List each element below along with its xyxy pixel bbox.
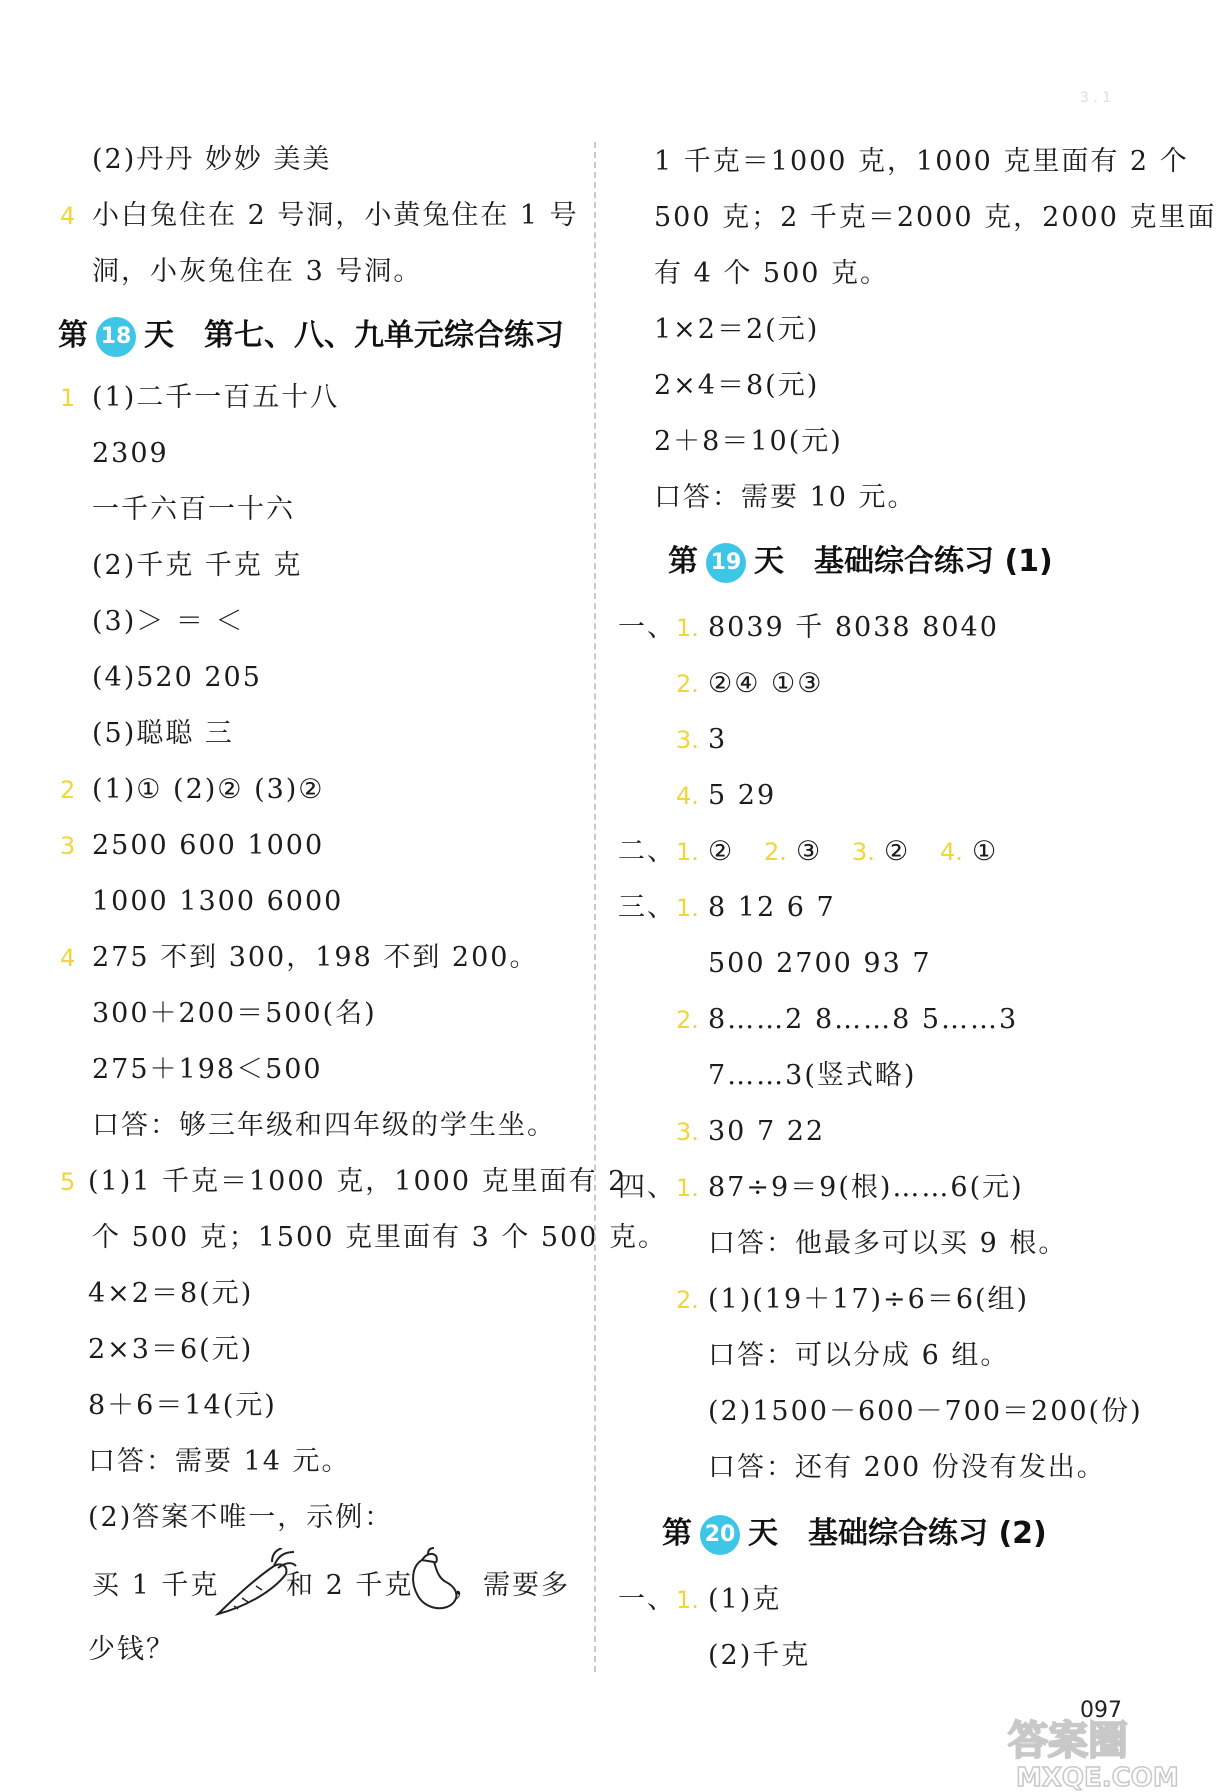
section-label: 一、: [618, 1584, 676, 1615]
answer-line: 1000 1300 6000: [92, 886, 344, 917]
question-number: 1.: [676, 838, 699, 866]
answer-line: 1×2＝2(元): [654, 314, 820, 345]
answer-line: (2)千克 千克 克: [92, 550, 303, 581]
question-number: 3.: [852, 838, 875, 866]
answer-line: 275 不到 300，198 不到 200。: [92, 942, 539, 973]
question-number: 4.: [676, 782, 699, 810]
answer-line: 洞，小灰兔住在 3 号洞。: [92, 256, 423, 287]
top-corner-mark: 3 . 1: [1080, 90, 1112, 106]
heading-prefix: 第: [668, 544, 698, 579]
answer-line: 有 4 个 500 克。: [654, 258, 890, 289]
question-number: 1.: [676, 614, 699, 642]
answer-line: ②④ ①③: [708, 668, 824, 699]
answer-line: 2500 600 1000: [92, 830, 325, 861]
answer-line: 5 29: [708, 780, 777, 811]
heading-prefix: 第: [58, 318, 88, 353]
question-number: 2.: [676, 1286, 699, 1314]
answer-line: 口答：还有 200 份没有发出。: [708, 1452, 1106, 1483]
question-number: 2.: [764, 838, 787, 866]
section-label: 一、: [618, 612, 676, 643]
question-number: 5: [60, 1168, 76, 1196]
section-heading-day-20: [662, 1510, 1047, 1558]
section-label: 二、: [618, 836, 676, 867]
answer-line: 个 500 克；1500 克里面有 3 个 500 克。: [92, 1222, 668, 1253]
answer-line: (5)聪聪 三: [92, 718, 234, 749]
answer-line: 买 1 千克: [92, 1570, 220, 1601]
answer-line: 口答：够三年级和四年级的学生坐。: [92, 1110, 556, 1141]
answer-line: 口答：他最多可以买 9 根。: [708, 1228, 1068, 1259]
question-number: 3.: [676, 1118, 699, 1146]
section-label: 三、: [618, 892, 676, 923]
heading-suffix: 天: [144, 318, 174, 353]
question-number: 1.: [676, 1586, 699, 1614]
answer-line: 30 7 22: [708, 1116, 826, 1147]
answer-line: 2×3＝6(元): [88, 1334, 254, 1365]
answer-line: ①: [972, 836, 999, 867]
question-number: 2.: [676, 670, 699, 698]
answer-line: 1 千克＝1000 克，1000 克里面有 2 个: [654, 146, 1189, 177]
watermark-text: 答案圈: [1008, 1718, 1128, 1764]
answer-line: (2)千克: [708, 1640, 811, 1671]
eggplant-icon: [408, 1546, 460, 1614]
column-divider: [594, 142, 596, 1672]
watermark-url: MXQE.COM: [1016, 1763, 1179, 1792]
answer-line: 少钱？: [88, 1634, 175, 1665]
question-number: 3: [60, 832, 76, 860]
answer-line: 口答：需要 14 元。: [88, 1446, 351, 1477]
answer-line: (1)克: [708, 1584, 782, 1615]
day-number-badge: 19: [706, 543, 746, 583]
answer-line: 2＋8＝10(元): [654, 426, 843, 457]
answer-line: 300＋200＝500(名): [92, 998, 377, 1029]
answer-line: (2)1500－600－700＝200(份): [708, 1396, 1143, 1427]
question-number: 2: [60, 776, 76, 804]
answer-line: (2)丹丹 妙妙 美美: [92, 144, 332, 175]
question-number: 4: [60, 944, 76, 972]
answer-line: (2)答案不唯一，示例：: [88, 1502, 394, 1533]
question-number: 4: [60, 202, 76, 230]
section-heading-day-18: [58, 312, 564, 360]
question-number: 2.: [676, 1006, 699, 1034]
answer-line: ②: [884, 836, 911, 867]
question-number: 1.: [676, 894, 699, 922]
answer-line: 口答：可以分成 6 组。: [708, 1340, 1010, 1371]
page-number: 097: [1080, 1698, 1122, 1723]
answer-line: 500 克；2 千克＝2000 克，2000 克里面: [654, 202, 1217, 233]
answer-line: (1)1 千克＝1000 克，1000 克里面有 2: [88, 1166, 628, 1197]
heading-title: 第七、八、九单元综合练习: [204, 318, 564, 353]
heading-title: 基础综合练习 (1): [814, 544, 1053, 579]
answer-line: 和 2 千克: [286, 1570, 414, 1601]
answer-line: ②: [708, 836, 735, 867]
heading-suffix: 天: [748, 1516, 778, 1551]
watermark-logo: [1000, 1708, 1220, 1792]
question-number: 1.: [676, 1174, 699, 1202]
answer-line: 一千六百一十六: [92, 494, 295, 525]
answer-line: (1)(19＋17)÷6＝6(组): [708, 1284, 1030, 1315]
answer-line: 8 12 6 7: [708, 892, 836, 923]
day-number-badge: 18: [96, 317, 136, 357]
answer-line: 3: [708, 724, 728, 755]
answer-line: (3)＞ ＝ ＜: [92, 606, 245, 637]
answer-line: 500 2700 93 7: [708, 948, 932, 979]
answer-line: (1)二千一百五十八: [92, 382, 340, 413]
answer-line: ③: [796, 836, 823, 867]
answer-line: 275＋198＜500: [92, 1054, 323, 1085]
answer-line: 7……3(竖式略): [708, 1060, 917, 1091]
answer-line: 4×2＝8(元): [88, 1278, 254, 1309]
answer-line: 8039 千 8038 8040: [708, 612, 999, 643]
answer-line: ，需要多: [454, 1570, 570, 1601]
question-number: 3.: [676, 726, 699, 754]
answer-line: 87÷9＝9(根)……6(元): [708, 1172, 1024, 1203]
answer-line: 小白兔住在 2 号洞，小黄兔住在 1 号: [92, 200, 579, 231]
heading-prefix: 第: [662, 1516, 692, 1551]
answer-line: 2×4＝8(元): [654, 370, 820, 401]
answer-line: 8……2 8……8 5……3: [708, 1004, 1019, 1035]
heading-title: 基础综合练习 (2): [808, 1516, 1047, 1551]
answer-line: 2309: [92, 438, 169, 469]
answer-line: (4)520 205: [92, 662, 262, 693]
day-number-badge: 20: [700, 1515, 740, 1555]
answer-line: (1)① (2)② (3)②: [92, 774, 325, 805]
section-label: 四、: [618, 1172, 676, 1203]
question-number: 4.: [940, 838, 963, 866]
question-number: 1: [60, 384, 76, 412]
answer-line: 口答：需要 10 元。: [654, 482, 917, 513]
heading-suffix: 天: [754, 544, 784, 579]
answer-line: 8＋6＝14(元): [88, 1390, 277, 1421]
section-heading-day-19: [668, 538, 1053, 586]
